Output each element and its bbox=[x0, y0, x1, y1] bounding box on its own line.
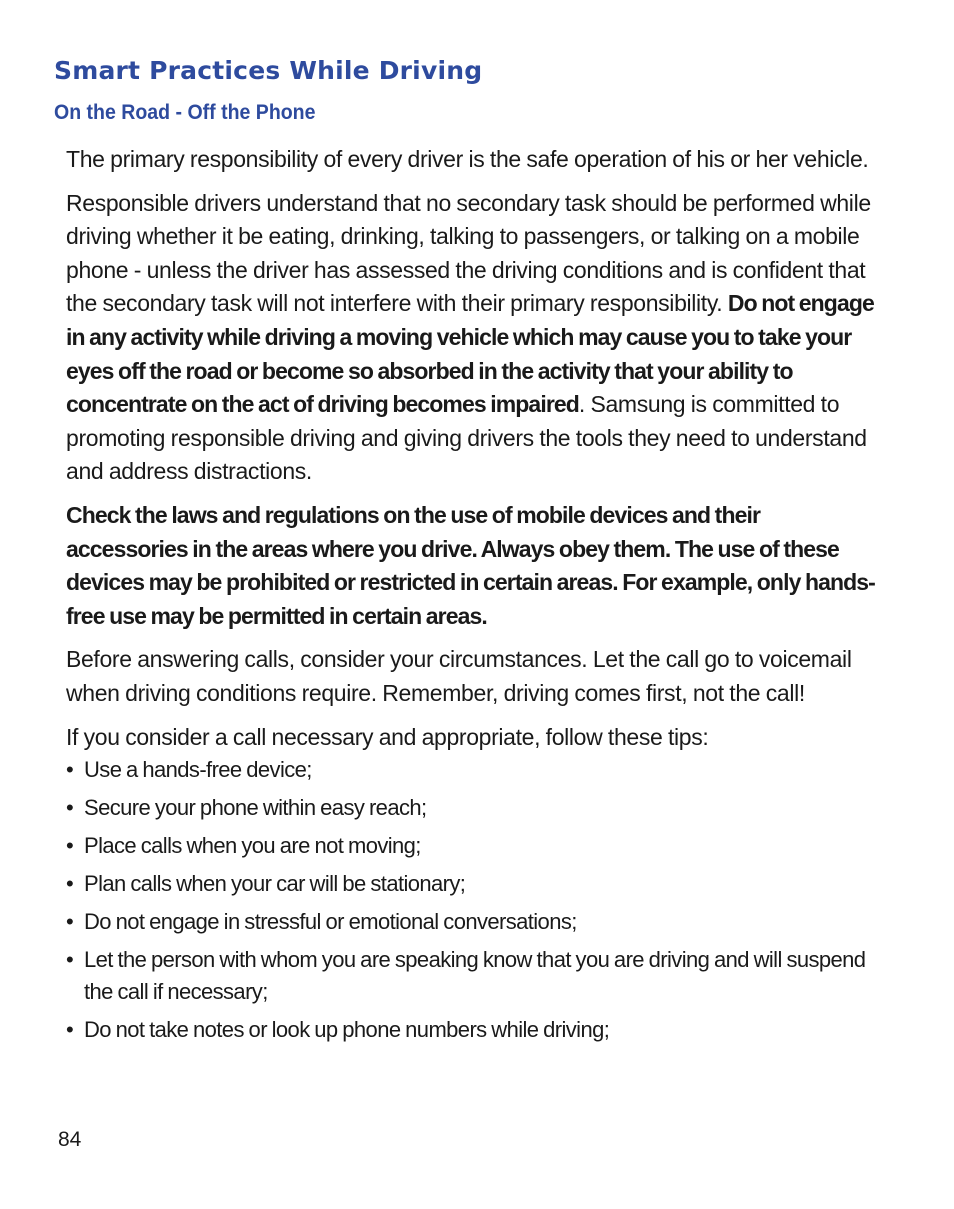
bullet-icon: • bbox=[66, 947, 74, 973]
tip-text: Use a hands-free device; bbox=[84, 757, 312, 783]
tip-text: Do not take notes or look up phone numbers while driving; bbox=[84, 1017, 610, 1043]
tip-text: Let the person with whom you are speaking know that you are driving and will suspend the call if necessary; bbox=[84, 947, 866, 1005]
paragraph-responsible-drivers bbox=[66, 187, 878, 489]
tip-text: Secure your phone within easy reach; bbox=[84, 795, 427, 821]
list-item bbox=[66, 906, 878, 938]
bullet-icon: • bbox=[66, 1017, 74, 1043]
paragraph-check-laws: Check the laws and regulations on the use of mobile devices and their accessories in the areas where you drive. Always obey them. The use of these devices may be prohibited or restricted in certain areas. For example, only hands-free use may be permitted in certain areas. bbox=[66, 501, 875, 629]
bullet-icon: • bbox=[66, 909, 74, 935]
paragraph-tips-intro: If you consider a call necessary and appropriate, follow these tips: bbox=[66, 723, 709, 750]
bullet-icon: • bbox=[66, 795, 74, 821]
body-text bbox=[66, 143, 878, 1052]
paragraph-responsible-drivers-outro: . Samsung is committed to promoting responsible driving and giving drivers the tools they need to understand and address distractions. bbox=[66, 391, 867, 485]
page-number: 84 bbox=[58, 1128, 82, 1151]
list-item bbox=[66, 754, 878, 786]
list-item bbox=[66, 792, 878, 824]
bullet-icon: • bbox=[66, 833, 74, 859]
list-item bbox=[66, 944, 878, 1008]
page-subheading: On the Road - Off the Phone bbox=[54, 101, 316, 124]
tip-text: Do not engage in stressful or emotional conversations; bbox=[84, 909, 577, 935]
tip-text: Place calls when you are not moving; bbox=[84, 833, 421, 859]
page-heading: Smart Practices While Driving bbox=[54, 56, 483, 85]
bullet-icon: • bbox=[66, 871, 74, 897]
bullet-icon: • bbox=[66, 757, 74, 783]
tip-text: Plan calls when your car will be stationary; bbox=[84, 871, 466, 897]
paragraph-responsible-drivers-intro: Responsible drivers understand that no secondary task should be performed while driving whether it be eating, drinking, talking to passengers, or talking on a mobile phone - unless the driver has assessed the driving conditions and is confident that the secondary task will not interfere with their primary responsibility. bbox=[66, 189, 871, 317]
list-item bbox=[66, 1014, 878, 1046]
tips-list bbox=[66, 754, 878, 1046]
paragraph-before-answering: Before answering calls, consider your circumstances. Let the call go to voicemail when driving conditions require. Remember, driving comes first, not the call! bbox=[66, 646, 852, 706]
paragraph-responsible-drivers-warning: Do not engage in any activity while driving a moving vehicle which may cause you to take your eyes off the road or become so absorbed in the activity that your ability to concentrate on the act of driving becomes impaired bbox=[66, 290, 874, 418]
paragraph-primary-responsibility: The primary responsibility of every driver is the safe operation of his or her vehicle. bbox=[66, 146, 869, 172]
list-item bbox=[66, 830, 878, 862]
list-item bbox=[66, 868, 878, 900]
